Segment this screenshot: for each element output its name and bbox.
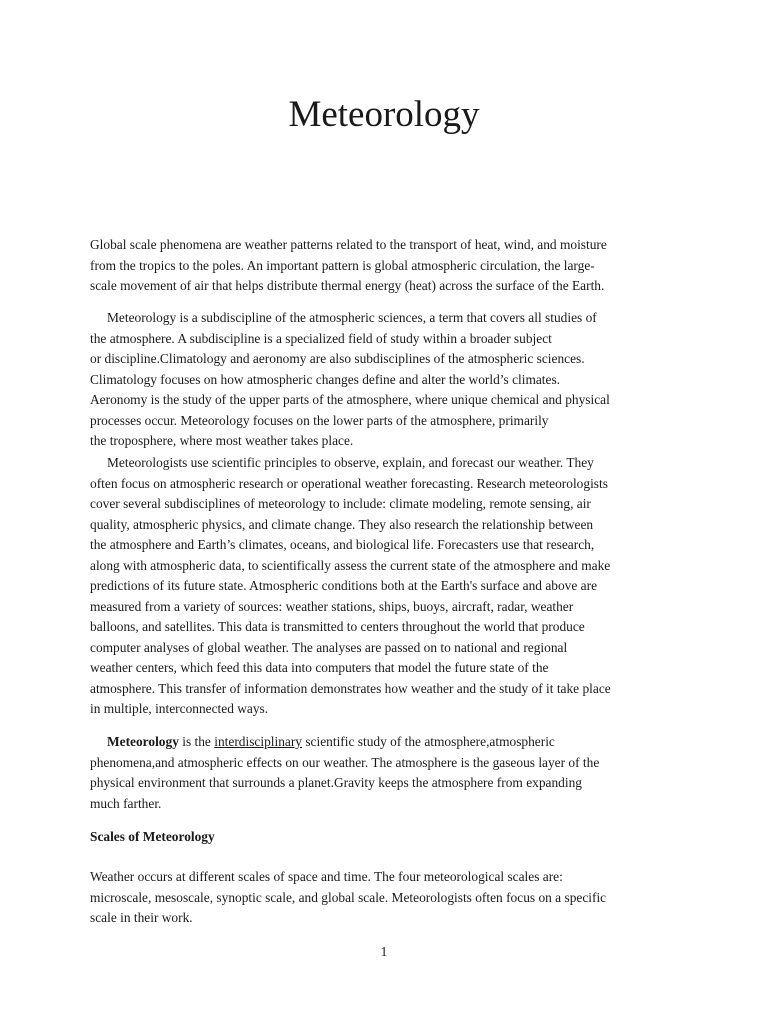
text-line: physical environment that surrounds a planet.Gravity keeps the atmosphere from expanding — [90, 775, 582, 790]
section-heading-scales: Scales of Meteorology — [90, 829, 215, 844]
interdisciplinary-link[interactable]: interdisciplinary — [214, 734, 302, 749]
text-line: weather centers, which feed this data into computers that model the future state of the — [90, 660, 549, 675]
page-number: 1 — [380, 944, 388, 959]
definition-text-after-link: scientific study of the atmosphere,atmospheric — [302, 734, 555, 749]
page-title: Meteorology — [288, 94, 480, 135]
text-line: much farther. — [90, 795, 162, 811]
text-line: measured from a variety of sources: weather stations, ships, buoys, aircraft, radar, weather — [90, 598, 574, 614]
paragraph-definition — [90, 732, 680, 814]
text-line: Global scale phenomena are weather patterns related to the transport of heat, wind, and moisture — [90, 237, 607, 252]
text-line: along with atmospheric data, to scientifically assess the current state of the atmosphere and make — [90, 557, 611, 573]
text-line: scale in their work. — [90, 910, 193, 925]
text-line: Climatology focuses on how atmospheric changes define and alter the world’s climates. — [90, 371, 561, 387]
text-line: balloons, and satellites. This data is transmitted to centers throughout the world that produce — [90, 619, 585, 634]
text-line: or discipline.Climatology and aeronomy are also subdisciplines of the atmospheric sciences. — [90, 351, 585, 366]
text-line: cover several subdisciplines of meteorology to include: climate modeling, remote sensing, air — [90, 496, 591, 511]
text-line: Meteorologists use scientific principles to observe, explain, and forecast our weather. They — [107, 455, 594, 470]
text-line: computer analyses of global weather. The analyses are passed on to national and regional — [90, 639, 568, 655]
text-line: the atmosphere and Earth’s climates, oceans, and biological life. Forecasters use that research, — [90, 537, 595, 552]
text-line: the troposphere, where most weather takes place. — [90, 433, 354, 448]
text-line: often focus on atmospheric research or operational weather forecasting. Research meteorologists — [90, 475, 608, 491]
text-line: quality, atmospheric physics, and climate change. They also research the relationship between — [90, 516, 594, 532]
text-line: predictions of its future state. Atmospheric conditions both at the Earth's surface and above are — [90, 578, 598, 593]
paragraph-scales — [90, 867, 680, 929]
text-line: scale movement of air that helps distribute thermal energy (heat) across the surface of the Earth. — [90, 278, 605, 293]
text-line: the atmosphere. A subdiscipline is a specialized field of study within a broader subject — [90, 330, 552, 346]
text-line: Weather occurs at different scales of space and time. The four meteorological scales are: — [90, 869, 563, 884]
paragraph-subdiscipline — [90, 308, 680, 452]
text-line: microscale, mesoscale, synoptic scale, and global scale. Meteorologists often focus on a specific — [90, 889, 607, 905]
text-line: processes occur. Meteorology focuses on the lower parts of the atmosphere, primarily — [90, 412, 549, 428]
paragraph-meteorologists — [90, 453, 680, 720]
paragraph-global-scale — [90, 235, 680, 297]
text-line-first — [90, 732, 680, 753]
text-line: Aeronomy is the study of the upper parts of the atmosphere, where unique chemical and physical — [90, 392, 610, 407]
text-line: in multiple, interconnected ways. — [90, 701, 269, 716]
text-line: atmosphere. This transfer of information demonstrates how weather and the study of it take place — [90, 680, 611, 696]
definition-text-before-link: is the — [178, 734, 215, 749]
bold-term-meteorology: Meteorology — [107, 734, 179, 749]
text-line: phenomena,and atmospheric effects on our weather. The atmosphere is the gaseous layer of the — [90, 754, 600, 770]
text-line: from the tropics to the poles. An important pattern is global atmospheric circulation, the large- — [90, 257, 595, 273]
text-line: Meteorology is a subdiscipline of the atmospheric sciences, a term that covers all studies of — [107, 310, 597, 325]
